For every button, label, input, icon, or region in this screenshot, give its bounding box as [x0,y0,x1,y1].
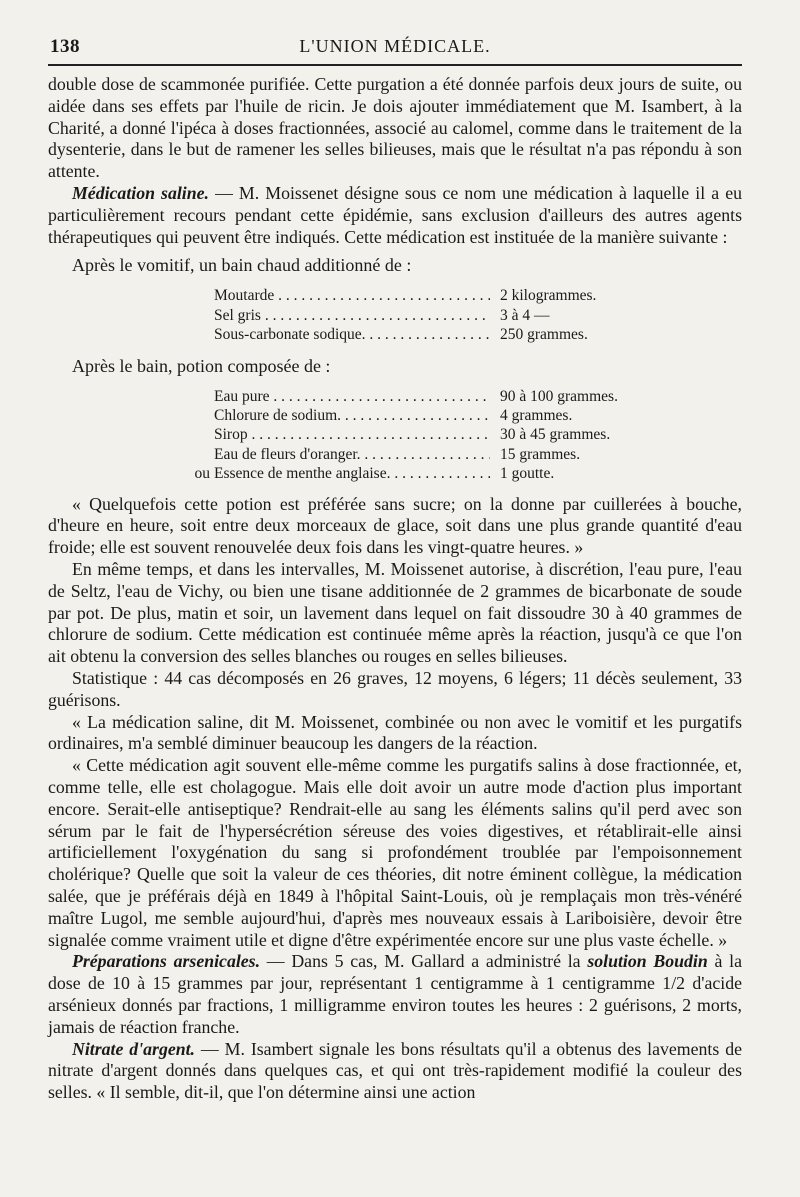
bath-recipe [48,286,742,344]
paragraph-statistique: Statistique : 44 cas décomposés en 26 graves, 12 moyens, 6 légers; 11 décès seulement, 33 guérisons. [48,668,742,710]
recipe-quantity: 250 grammes. [500,326,588,344]
recipe-ingredient: Sirop . . . [214,425,490,444]
section-heading-arsenicales: Préparations arsenicales. [72,951,261,972]
paragraph-arsenicales [48,951,742,1038]
paragraph-quote-saline: « La médication saline, dit M. Moissenet, combinée ou non avec le vomitif et les purgatifs ordinaires, m'a semblé diminuer beaucoup les dangers de la réaction. [48,711,742,754]
recipe-ingredient: Sous-carbonate sodique. . . . [214,325,490,344]
running-head: L'UNION MÉDICALE. [299,36,491,56]
recipe-ingredient: Sel gris . . . [214,306,490,325]
recipe-quantity: 15 grammes. [500,445,581,463]
solution-boudin-term: solution Boudin [587,951,708,972]
paragraph-arsenicales-text-b: à la dose de 10 à 15 grammes par jour, représentant 1 centigramme à 1 centigramme 1/2 d'acide arsénieux donnés par fractions, 1 milligramme environ toutes les heures : 2 guérisons, 2 morts, jamais de réaction franche. [48,951,742,1037]
recipe-row [48,406,742,425]
header-rule [48,64,742,66]
paragraph-purgation: double dose de scammonée purifiée. Cette purgation a été donnée parfois deux jours de suite, ou aidée dans ses effets par l'huile de ricin. Je dois ajouter immédiatement que M. Isambert, à la Charité, a donné l'ipéca à doses fractionnées, associé au calomel, comme dans le traitement de la dysenterie, dans le but de ramener les selles bilieuses, mais que le résultat n'a pas répondu à son attente. [48,74,742,182]
recipe-row [48,464,742,483]
recipe-quantity: 2 kilogrammes. [500,287,597,305]
paragraph-potion-note: « Quelquefois cette potion est préférée sans sucre; on la donne par cuillerées à bouche, d'heure en heure, soit entre deux morceaux de glace, soit dans une plus grande quantité d'eau froide; elle est souvent renouvelée deux fois dans les vingt-quatre heures. » [48,493,742,558]
section-heading-nitrate: Nitrate d'argent. [72,1038,195,1059]
recipe-row [48,445,742,464]
recipe-ingredient: Eau de fleurs d'oranger. . . . [214,445,490,464]
recipe-ingredient: Eau pure . . . [214,387,490,406]
recipe-ingredient: Essence de menthe anglaise. . . . [214,464,490,483]
recipe-quantity: 1 goutte. [500,465,555,483]
recipe-ingredient: Moutarde . . . [214,286,490,305]
paragraph-meme-temps: En même temps, et dans les intervalles, M. Moissenet autorise, à discrétion, l'eau pure, l'eau de Seltz, l'eau de Vichy, ou bien une tisane additionnée de 2 grammes de bicarbonate de soude par pot. De plus, matin et soir, un lavement dans lequel on fait dissoudre 30 à 40 grammes de chlorure de sodium. Cette médication est continuée même après la réaction, jusqu'à ce que l'on ait obtenu la conversion des selles blanches ou rouges en selles bilieuses. [48,559,742,667]
paragraph-quote-action: « Cette médication agit souvent elle-même comme les purgatifs salins à dose fractionnée, et, comme telle, elle est cholagogue. Mais elle doit avoir un autre mode d'action plus important encore. Serait-elle antiseptique? Rendrait-elle au sang les éléments salins qu'il perd avec son sérum par le fait de l'hypersécrétion séreuse des voies digestives, et rétablirait-elle ainsi artificiellement l'oxygénation du sang si profondément troublée par l'empoisonnement cholérique? Quelle que soit la valeur de ces théories, dit notre éminent collègue, la médication salée, que je préférais déjà en 1849 à l'hôpital Saint-Louis, où je remplaçais mon très-vénéré maître Lugol, me semble aujourd'hui, d'après mes nouveaux essais à Lariboisière, devoir être signalée comme vraiment utile et digne d'être expérimentée encore sur une plus vaste échelle. » [48,755,742,950]
recipe-row [48,306,742,325]
paragraph-nitrate-body: — M. Isambert signale les bons résultats qu'il a obtenus des lavements de nitrate d'argent donnés dans quelques cas, et qui ont très-rapidement modifié la couleur des selles. « Il semble, dit-il, que l'on détermine ainsi une action [48,1038,742,1103]
potion-intro: Après le bain, potion composée de : [72,355,331,376]
potion-recipe [48,387,742,484]
section-heading-medication-saline: Médication saline. [72,182,209,203]
page-number: 138 [50,36,80,57]
recipe-quantity: 30 à 45 grammes. [500,426,611,444]
bath-intro: Après le vomitif, un bain chaud additionné de : [72,255,412,276]
recipe-row [48,387,742,406]
recipe-ingredient: Chlorure de sodium. . . . [214,406,490,425]
recipe-row [48,425,742,444]
recipe-quantity: 4 grammes. [500,407,573,424]
recipe-prefix: ou [194,465,210,483]
paragraph-medication-saline [48,183,742,248]
recipe-quantity: 90 à 100 grammes. [500,387,618,405]
page-header [48,30,742,64]
paragraph-nitrate [48,1039,742,1104]
paragraph-arsenicales-text-a: — Dans 5 cas, M. Gallard a administré la [260,951,588,972]
recipe-row [48,325,742,344]
recipe-quantity: 3 à 4 — [500,306,550,324]
recipe-row [48,286,742,305]
paragraph-medication-saline-body: — M. Moissenet désigne sous ce nom une médication à laquelle il a eu particulièrement recours pendant cette épidémie, sans exclusion d'ailleurs des autres agents thérapeutiques qui peuvent être indiqués. Cette médication est instituée de la manière suivante : [48,182,742,247]
